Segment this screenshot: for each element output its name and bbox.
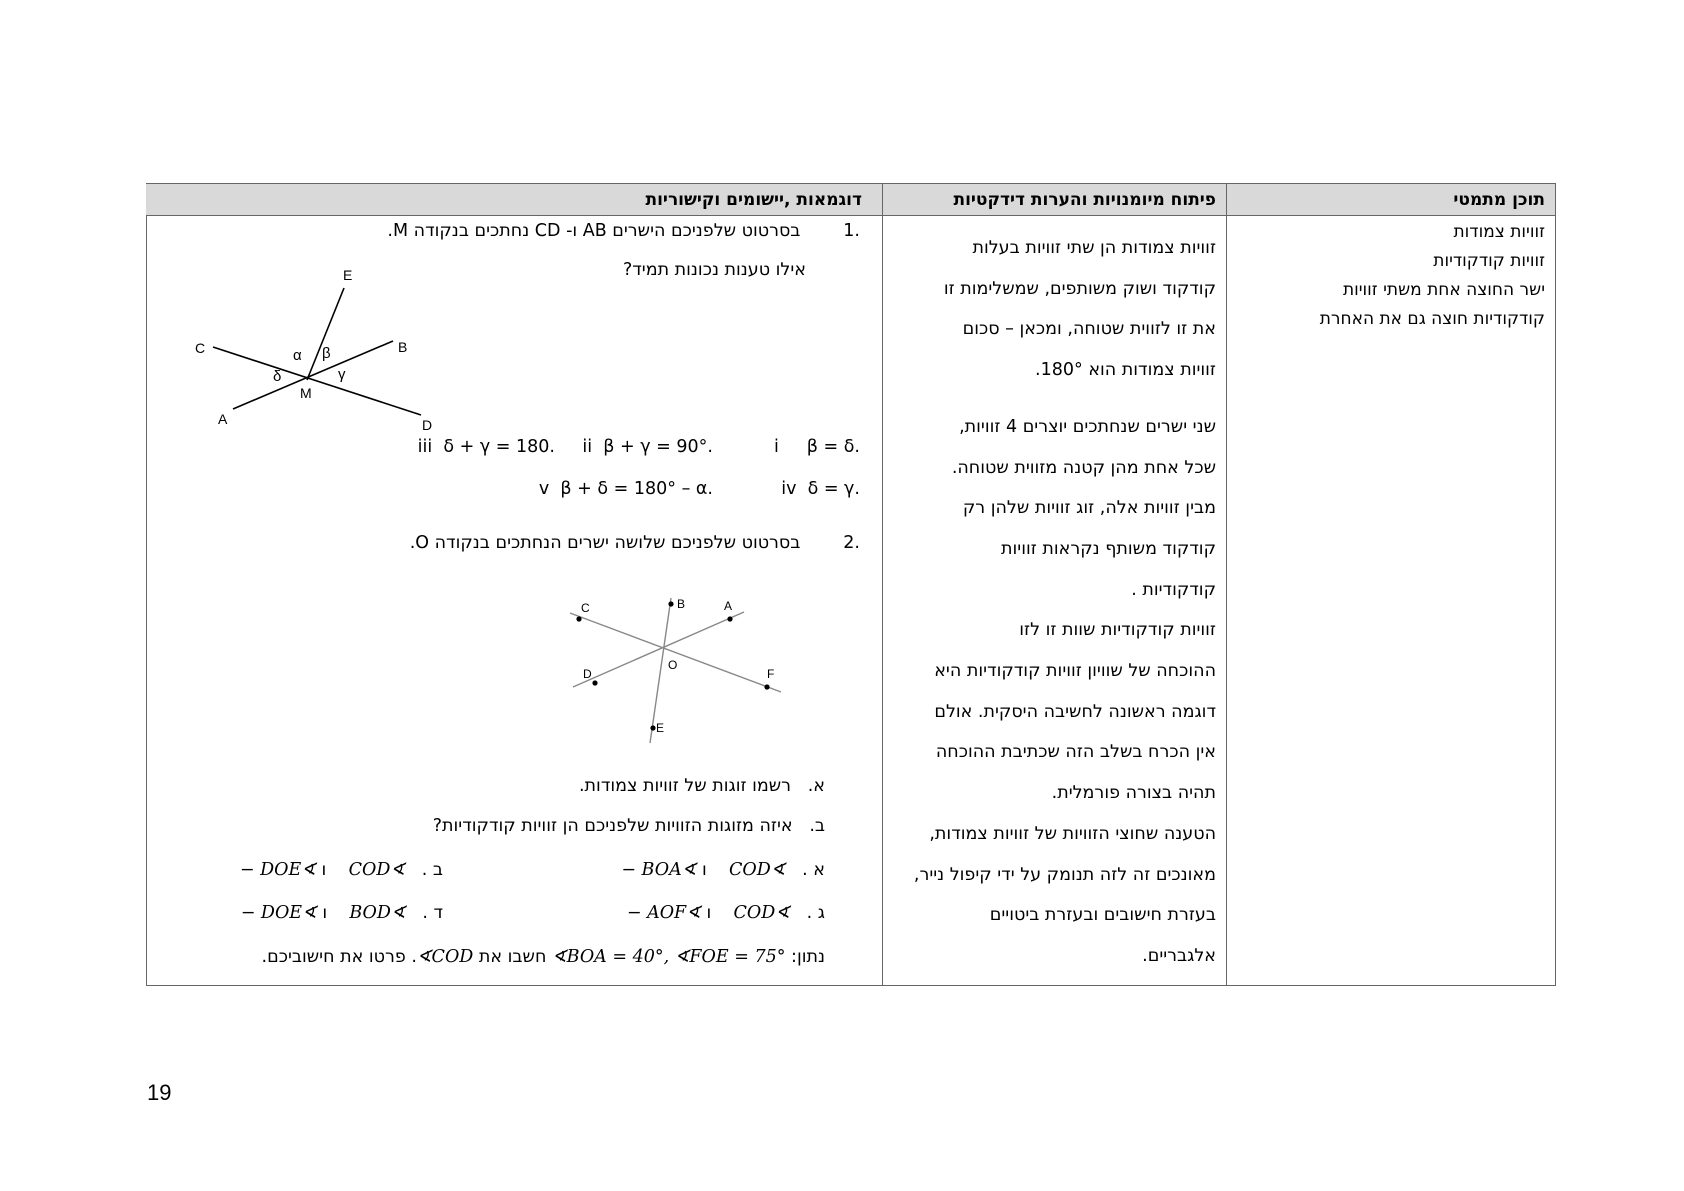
- didactic-line: אלגבריים.: [1142, 945, 1216, 966]
- didactic-line: דוגמה ראשונה לחשיבה היסקית. אולם: [934, 701, 1216, 722]
- topic-item: קודקודיות חוצה גם את האחרת: [1319, 309, 1545, 329]
- question-number: .2: [843, 533, 860, 553]
- header-examples: דוגמאות ,יישומים וקישוריות: [146, 184, 882, 216]
- didactic-line: זוויות צמודות הוא 180°.: [1035, 360, 1216, 381]
- statement-item: .iv δ = γ: [781, 479, 860, 499]
- given-line: נתון: ∢BOA = 40°, ∢FOE = 75° חשבו את ∢COD. פרטו את חישוביכם.: [261, 947, 825, 967]
- question-number: .1: [843, 221, 860, 241]
- point-label-b: B: [398, 339, 408, 355]
- option-item: ג . ∢COD ו ∢AOF −: [626, 903, 825, 923]
- didactic-notes: [891, 228, 1216, 977]
- didactic-line: הטענה שחוצי הזוויות של זוויות צמודות,: [929, 823, 1216, 844]
- didactic-line: קודקוד ושוק משותפים, שמשלימות זו: [943, 278, 1216, 299]
- point-label-c: C: [195, 340, 206, 356]
- didactic-line: שני ישרים שנחתכים יוצרים 4 זוויות,: [959, 416, 1216, 437]
- point-label-o: O: [668, 658, 678, 672]
- didactic-line: זוויות קודקודיות שוות זו לזו: [1019, 620, 1216, 641]
- point-label-a: A: [724, 599, 733, 613]
- topic-item: זוויות קודקודיות: [1433, 251, 1545, 271]
- topic-item: זוויות צמודות: [1453, 222, 1545, 242]
- header-didactic: פיתוח מיומנויות והערות דידקטיות: [883, 184, 1226, 216]
- subquestion-b: ב. איזה מזוגות הזוויות שלפניכם הן זוויות קודקודיות?: [432, 816, 825, 836]
- point-c: [576, 616, 581, 621]
- question-2-title: [410, 533, 860, 553]
- topics-list: [1235, 218, 1545, 334]
- angle-label-alpha: α: [293, 347, 302, 364]
- didactic-line: קודקוד משותף נקראות זוויות: [1001, 538, 1216, 559]
- option-item: ב . ∢COD ו ∢DOE −: [239, 860, 443, 880]
- angle-label-gamma: γ: [338, 366, 346, 383]
- point-label-c: C: [581, 601, 590, 615]
- statement-item: .v β + δ = 180° – α: [538, 479, 713, 499]
- point-label-e: E: [343, 267, 353, 283]
- point-label-a: A: [218, 411, 228, 427]
- didactic-line: בעזרת חישובים ובעזרת ביטויים: [989, 905, 1216, 926]
- question-1-title: [387, 221, 860, 241]
- column-divider: [882, 184, 883, 985]
- point-e: [650, 725, 655, 730]
- subquestion-a: א. רשמו זוגות של זוויות צמודות.: [578, 776, 825, 796]
- header-content: תוכן מתמטי: [1227, 184, 1555, 216]
- angle-label-beta: β: [322, 345, 331, 362]
- point-b: [668, 601, 673, 606]
- didactic-line: אין הכרח בשלב הזה שכתיבת ההוכחה: [935, 742, 1216, 763]
- point-label-b: B: [677, 597, 686, 611]
- page-number: 19: [147, 1080, 172, 1105]
- point-label-d: D: [583, 667, 592, 681]
- question-1-prompt: אילו טענות נכונות תמיד?: [622, 260, 806, 280]
- didactic-line: תהיה בצורה פורמלית.: [1051, 783, 1216, 804]
- topic-item: ישר החוצה אחת משתי זוויות: [1342, 280, 1545, 300]
- point-label-f: F: [767, 667, 775, 681]
- angle-label-delta: δ: [273, 368, 282, 385]
- figure-three-lines-through-o: [560, 590, 790, 750]
- point-label-m: M: [300, 385, 312, 401]
- didactic-line: ההוכחה של שוויון זוויות קודקודיות היא: [934, 661, 1216, 682]
- point-label-d: D: [422, 417, 433, 433]
- didactic-line: שכל אחת מהן קטנה מזווית שטוחה.: [951, 457, 1216, 478]
- figure-lines-intersecting-at-m: [185, 258, 445, 438]
- line-cf: [570, 613, 781, 692]
- statement-item: .iii δ + γ = 180: [417, 437, 555, 457]
- question-text: בסרטוט שלפניכם שלושה ישרים הנחתכים בנקודה O.: [409, 533, 801, 553]
- statement-item: .ii β + γ = 90°: [582, 437, 713, 457]
- question-text: בסרטוט שלפניכם הישרים AB ו- CD נחתכים בנקודה M.: [387, 221, 801, 241]
- point-d: [592, 680, 597, 685]
- option-item: ד . ∢BOD ו ∢DOE −: [240, 903, 443, 923]
- didactic-line: מבין זוויות אלה, זוג זוויות שלהן רק: [962, 498, 1216, 519]
- statement-item: .i β = δ: [774, 437, 860, 457]
- didactic-line: קודקודיות .: [1131, 579, 1216, 600]
- point-label-e: E: [656, 721, 665, 735]
- didactic-line: זוויות צמודות הן שתי זוויות בעלות: [972, 238, 1216, 258]
- didactic-line: את זו לזווית שטוחה, ומכאן – סכום: [962, 319, 1216, 340]
- didactic-line: מאונכים זה לזה תנומק על ידי קיפול נייר,: [913, 864, 1216, 885]
- point-a: [727, 616, 732, 621]
- option-item: א . ∢COD ו ∢BOA −: [621, 860, 825, 880]
- column-divider: [1226, 184, 1227, 985]
- point-f: [764, 684, 769, 689]
